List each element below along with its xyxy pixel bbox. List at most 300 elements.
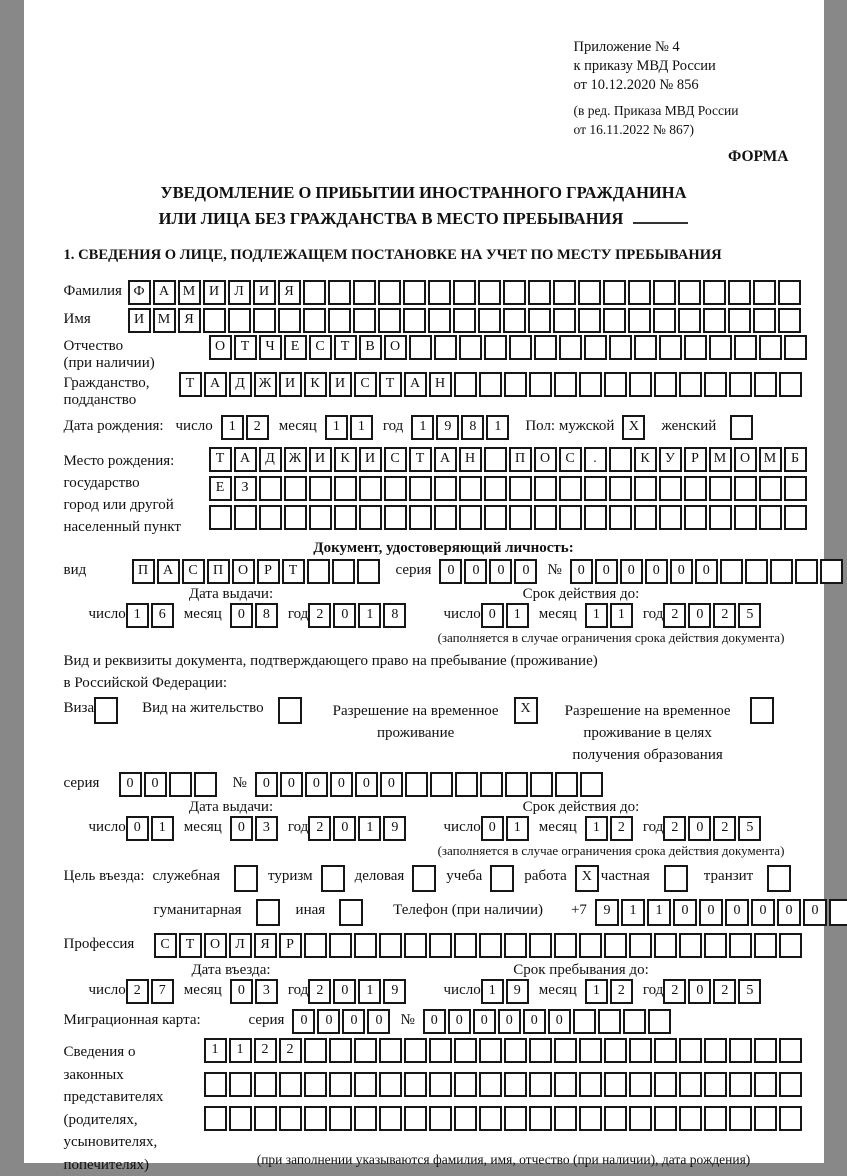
form-cell — [629, 1072, 652, 1097]
form-cell: Я — [254, 933, 277, 958]
doc-kind-label: вид — [63, 562, 87, 578]
form-cell: 0 — [548, 1009, 571, 1034]
form-cell — [604, 1038, 627, 1063]
form-cell — [534, 335, 557, 360]
form-cell — [779, 1072, 802, 1097]
form-cell: 0 — [119, 772, 142, 797]
form-cell — [734, 476, 757, 501]
form-cell: П — [132, 559, 155, 584]
form-cell — [328, 280, 351, 305]
form-cell — [654, 1038, 677, 1063]
form-cell — [753, 308, 776, 333]
form-cell — [404, 1106, 427, 1131]
form-cell — [430, 772, 453, 797]
stay-issue-day-label: число — [88, 819, 126, 835]
visa-label: Виза — [63, 700, 95, 716]
form-cell — [254, 1072, 277, 1097]
form-cell — [554, 1038, 577, 1063]
form-cell: 0 — [498, 1009, 521, 1034]
form-cell: Н — [459, 447, 482, 472]
form-cell: 1 — [126, 603, 149, 628]
form-cell — [229, 1072, 252, 1097]
form-cell: И — [329, 372, 352, 397]
title-blank-line — [633, 208, 688, 224]
form-cell — [534, 505, 557, 530]
entry-year-cells — [308, 979, 408, 1004]
form-cell — [354, 1072, 377, 1097]
stay-until-day-cells — [481, 979, 531, 1004]
form-cell: 9 — [595, 899, 619, 926]
migration-card-row — [64, 1009, 824, 1034]
stay-doc-dates — [64, 799, 824, 859]
form-cell — [784, 476, 807, 501]
representatives-line2 — [204, 1072, 804, 1097]
stay-series-cells — [119, 772, 219, 797]
form-cell — [659, 335, 682, 360]
form-cell — [259, 505, 282, 530]
form-cell: А — [157, 559, 180, 584]
form-cell — [767, 865, 791, 892]
entry-date-heading: Дата въезда: — [191, 962, 271, 978]
form-cell: 2 — [308, 816, 331, 841]
form-cell: 0 — [317, 1009, 340, 1034]
form-cell: И — [279, 372, 302, 397]
form-cell — [354, 933, 377, 958]
form-cell — [228, 308, 251, 333]
form-cell: 0 — [230, 816, 253, 841]
form-page — [24, 0, 824, 1173]
form-cell — [503, 308, 526, 333]
form-cell — [678, 308, 701, 333]
form-cell — [490, 865, 514, 892]
form-cell: X — [575, 865, 599, 892]
form-cell — [194, 772, 217, 797]
form-cell — [405, 772, 428, 797]
representatives-row — [64, 1038, 824, 1176]
form-cell: 1 — [358, 979, 381, 1004]
form-cell: О — [384, 335, 407, 360]
form-title-line2: ИЛИ ЛИЦА БЕЗ ГРАЖДАНСТВА В МЕСТО ПРЕБЫВАНИЯ — [24, 206, 824, 232]
form-cell: 6 — [151, 603, 174, 628]
form-cell: 2 — [126, 979, 149, 1004]
form-cell: 0 — [464, 559, 487, 584]
form-cell — [609, 335, 632, 360]
form-cell: И — [253, 280, 276, 305]
doc-valid-month-cells — [585, 603, 635, 628]
form-cell — [504, 1106, 527, 1131]
form-cell: 2 — [663, 979, 686, 1004]
form-cell — [654, 1072, 677, 1097]
stay-valid-note: (заполняется в случае ограничения срока действия документа) — [437, 843, 785, 858]
representatives-label: Сведения о законных представителях (родителях, усыновителях, попечителях) — [63, 1044, 164, 1173]
form-cell: 1 — [151, 816, 174, 841]
stay-valid-month-label: месяц — [538, 819, 577, 835]
form-cell — [829, 899, 847, 926]
form-cell — [604, 372, 627, 397]
form-cell: 1 — [221, 415, 244, 440]
form-cell: 2 — [254, 1038, 277, 1063]
form-cell: 0 — [523, 1009, 546, 1034]
form-cell: К — [634, 447, 657, 472]
form-cell: 0 — [367, 1009, 390, 1034]
form-cell — [629, 1106, 652, 1131]
form-cell — [579, 372, 602, 397]
form-cell — [529, 933, 552, 958]
form-cell — [679, 1072, 702, 1097]
form-cell — [454, 933, 477, 958]
form-cell — [453, 280, 476, 305]
form-cell — [354, 1038, 377, 1063]
form-cell — [455, 772, 478, 797]
form-cell: Р — [684, 447, 707, 472]
form-cell — [309, 505, 332, 530]
form-cell — [332, 559, 355, 584]
stay-issue-month-label: месяц — [183, 819, 222, 835]
form-cell: Т — [179, 372, 202, 397]
form-cell: О — [534, 447, 557, 472]
form-cell: 8 — [255, 603, 278, 628]
stay-number-label: № — [232, 775, 247, 791]
form-cell: Т — [334, 335, 357, 360]
form-cell — [504, 933, 527, 958]
purpose-business-checkbox — [234, 865, 260, 892]
form-cell — [573, 1009, 596, 1034]
purpose-other-label: иная — [295, 902, 326, 918]
birth-place-label: Место рождения: государство город или другой населенный пункт — [63, 453, 181, 535]
form-cell — [579, 1072, 602, 1097]
doc-issue-month-cells — [230, 603, 280, 628]
form-cell: 2 — [663, 603, 686, 628]
form-cell — [434, 505, 457, 530]
form-cell — [654, 933, 677, 958]
form-cell — [484, 476, 507, 501]
form-cell: Р — [279, 933, 302, 958]
form-cell: 1 — [325, 415, 348, 440]
entry-month-cells — [230, 979, 280, 1004]
form-cell — [379, 1038, 402, 1063]
form-cell — [820, 559, 843, 584]
doc-kind-cells — [132, 559, 382, 584]
form-cell: 0 — [342, 1009, 365, 1034]
form-cell — [278, 697, 302, 724]
form-cell — [328, 308, 351, 333]
entry-day-label: число — [88, 982, 126, 998]
form-cell: 0 — [448, 1009, 471, 1034]
form-cell — [404, 1072, 427, 1097]
purpose-label: Цель въезда: — [63, 868, 145, 884]
form-cell: 1 — [486, 415, 509, 440]
form-cell: 2 — [246, 415, 269, 440]
doc-valid-day-label: число — [443, 606, 481, 622]
form-cell — [554, 1106, 577, 1131]
stay-issue-day-cells — [126, 816, 176, 841]
form-cell: 0 — [725, 899, 749, 926]
form-cell: 0 — [280, 772, 303, 797]
form-cell — [229, 1106, 252, 1131]
citizenship-label: Гражданство, подданство — [63, 375, 150, 408]
form-cell: Т — [234, 335, 257, 360]
form-cell: М — [178, 280, 201, 305]
form-cell: 1 — [350, 415, 373, 440]
stay-series-label: серия — [63, 775, 100, 791]
name-label: Имя — [63, 311, 91, 327]
form-cell — [478, 280, 501, 305]
sex-female-label: женский — [661, 418, 717, 434]
form-cell — [659, 505, 682, 530]
form-cell: С — [182, 559, 205, 584]
form-cell: 0 — [305, 772, 328, 797]
form-cell: И — [128, 308, 151, 333]
form-cell — [454, 372, 477, 397]
form-cell — [454, 1106, 477, 1131]
form-cell — [484, 505, 507, 530]
form-cell — [379, 1072, 402, 1097]
phone-cells — [595, 899, 847, 926]
form-cell: Н — [429, 372, 452, 397]
form-cell — [403, 308, 426, 333]
form-cell — [684, 335, 707, 360]
form-cell — [770, 559, 793, 584]
temp-residence-checkbox — [514, 697, 540, 724]
form-cell: К — [304, 372, 327, 397]
form-cell — [778, 308, 801, 333]
form-cell — [754, 933, 777, 958]
form-title — [24, 180, 824, 232]
form-cell: С — [154, 933, 177, 958]
form-cell: 7 — [151, 979, 174, 1004]
form-cell: М — [709, 447, 732, 472]
stay-doc-type-row — [64, 697, 824, 766]
representatives-note: (при заполнении указываются фамилия, имя, отчество (при наличии), дата рождения) — [256, 1152, 751, 1167]
form-cell — [579, 1106, 602, 1131]
form-cell: Б — [784, 447, 807, 472]
stay-until-year-cells — [663, 979, 763, 1004]
form-cell — [384, 476, 407, 501]
purpose-tourism-checkbox — [321, 865, 347, 892]
doc-valid-day-cells — [481, 603, 531, 628]
form-cell — [634, 335, 657, 360]
doc-valid-note: (заполняется в случае ограничения срока действия документа) — [437, 630, 785, 645]
form-cell: 0 — [330, 772, 353, 797]
form-cell — [584, 335, 607, 360]
form-cell — [754, 372, 777, 397]
doc-issue-month-label: месяц — [183, 606, 222, 622]
form-cell — [654, 1106, 677, 1131]
stay-doc-series-row — [64, 772, 824, 797]
stay-until-year-label: год — [642, 982, 664, 998]
form-cell: Т — [179, 933, 202, 958]
form-cell: 0 — [688, 816, 711, 841]
form-cell — [604, 1106, 627, 1131]
stay-issue-year-cells — [308, 816, 408, 841]
purpose-row2 — [64, 899, 824, 926]
form-cell — [584, 505, 607, 530]
form-cell — [529, 372, 552, 397]
form-cell: 0 — [230, 979, 253, 1004]
form-cell — [353, 308, 376, 333]
stay-issue-month-cells — [230, 816, 280, 841]
form-cell — [779, 1106, 802, 1131]
stay-valid-heading: Срок действия до: — [522, 799, 640, 815]
form-cell — [304, 1106, 327, 1131]
form-cell — [329, 933, 352, 958]
form-cell: . — [584, 447, 607, 472]
stay-until-month-label: месяц — [538, 982, 577, 998]
form-cell — [754, 1106, 777, 1131]
form-cell — [709, 476, 732, 501]
form-cell: Т — [409, 447, 432, 472]
form-cell: 0 — [670, 559, 693, 584]
purpose-transit-checkbox — [767, 865, 793, 892]
phone-prefix: +7 — [570, 902, 587, 918]
form-cell — [480, 772, 503, 797]
form-cell — [704, 1038, 727, 1063]
form-cell — [653, 280, 676, 305]
form-cell — [428, 280, 451, 305]
form-cell — [529, 1072, 552, 1097]
form-cell — [729, 1038, 752, 1063]
form-cell: 0 — [126, 816, 149, 841]
form-cell — [734, 335, 757, 360]
form-cell — [284, 505, 307, 530]
form-cell — [634, 505, 657, 530]
form-cell: 0 — [230, 603, 253, 628]
doc-issue-heading: Дата выдачи: — [188, 586, 274, 602]
sex-male-checkbox — [622, 415, 647, 440]
form-cell: 9 — [436, 415, 459, 440]
form-cell: 1 — [585, 979, 608, 1004]
mc-number-cells — [423, 1009, 673, 1034]
purpose-option-label: транзит — [703, 868, 754, 884]
form-cell: 1 — [621, 899, 645, 926]
form-cell — [279, 1106, 302, 1131]
form-cell: А — [204, 372, 227, 397]
profession-row — [64, 933, 824, 958]
form-cell: 2 — [610, 979, 633, 1004]
form-cell: Т — [209, 447, 232, 472]
stay-doc-intro1: Вид и реквизиты документа, подтверждающего право на пребывание (проживание) — [63, 653, 598, 669]
form-cell — [678, 280, 701, 305]
form-cell: У — [659, 447, 682, 472]
form-cell — [664, 865, 688, 892]
form-cell: 0 — [688, 603, 711, 628]
visa-checkbox — [94, 697, 120, 724]
form-cell — [554, 372, 577, 397]
form-cell — [284, 476, 307, 501]
form-cell — [459, 335, 482, 360]
form-cell: О — [232, 559, 255, 584]
doc-issue-row — [64, 603, 399, 628]
section1-heading: 1. СВЕДЕНИЯ О ЛИЦЕ, ПОДЛЕЖАЩЕМ ПОСТАНОВКЕ НА УЧЕТ ПО МЕСТУ ПРЕБЫВАНИЯ — [63, 247, 722, 263]
form-cell — [253, 308, 276, 333]
form-cell — [429, 1072, 452, 1097]
form-cell — [359, 505, 382, 530]
form-cell — [734, 505, 757, 530]
form-cell — [307, 559, 330, 584]
form-cell: 0 — [803, 899, 827, 926]
surname-row — [64, 280, 824, 305]
form-cell: Л — [229, 933, 252, 958]
form-cell — [303, 308, 326, 333]
sex-label: Пол: мужской — [525, 418, 615, 434]
form-cell — [479, 1072, 502, 1097]
form-cell — [528, 280, 551, 305]
purpose-option-label: частная — [600, 868, 650, 884]
form-cell — [729, 372, 752, 397]
form-cell: И — [309, 447, 332, 472]
form-cell — [234, 505, 257, 530]
form-cell — [329, 1072, 352, 1097]
form-cell — [679, 1038, 702, 1063]
form-cell — [709, 335, 732, 360]
form-title-line1: УВЕДОМЛЕНИЕ О ПРИБЫТИИ ИНОСТРАННОГО ГРАЖДАНИНА — [160, 183, 687, 202]
form-cell: 0 — [481, 603, 504, 628]
form-cell — [629, 372, 652, 397]
form-cell: Р — [257, 559, 280, 584]
purpose-commercial-checkbox — [412, 865, 438, 892]
entry-day-cells — [126, 979, 176, 1004]
form-cell: 1 — [610, 603, 633, 628]
stay-valid-year-label: год — [642, 819, 664, 835]
form-cell — [779, 372, 802, 397]
form-cell — [279, 1072, 302, 1097]
form-cell: 0 — [333, 816, 356, 841]
form-cell — [529, 1106, 552, 1131]
form-cell: П — [207, 559, 230, 584]
form-cell: 2 — [610, 816, 633, 841]
name-row — [64, 308, 824, 333]
form-cell: 0 — [333, 603, 356, 628]
surname-label: Фамилия — [63, 283, 122, 299]
form-cell: 0 — [481, 816, 504, 841]
birth-place-row — [64, 447, 824, 538]
doc-valid-month-label: месяц — [538, 606, 577, 622]
form-cell: 9 — [383, 979, 406, 1004]
form-cell: 1 — [647, 899, 671, 926]
form-cell: 1 — [506, 603, 529, 628]
form-cell: 1 — [358, 816, 381, 841]
form-cell: С — [354, 372, 377, 397]
form-cell: П — [509, 447, 532, 472]
form-cell — [429, 933, 452, 958]
form-cell: 0 — [751, 899, 775, 926]
form-cell: 2 — [308, 603, 331, 628]
form-cell — [528, 308, 551, 333]
form-cell — [553, 280, 576, 305]
purpose-study-checkbox — [490, 865, 516, 892]
form-cell — [634, 476, 657, 501]
name-cells — [128, 308, 803, 333]
form-cell: К — [334, 447, 357, 472]
form-cell — [504, 1072, 527, 1097]
form-cell — [603, 280, 626, 305]
form-cell — [578, 280, 601, 305]
form-cell — [709, 505, 732, 530]
purpose-private-checkbox — [664, 865, 690, 892]
form-cell: Т — [379, 372, 402, 397]
stay-doc-intro2: в Российской Федерации: — [63, 675, 228, 691]
form-cell: 2 — [713, 979, 736, 1004]
form-cell: И — [203, 280, 226, 305]
form-cell: 5 — [738, 816, 761, 841]
purpose-humanitarian-label: гуманитарная — [153, 902, 242, 918]
form-cell — [321, 865, 345, 892]
form-cell — [203, 308, 226, 333]
form-cell: И — [359, 447, 382, 472]
form-cell — [259, 476, 282, 501]
form-cell — [479, 1106, 502, 1131]
form-cell: 2 — [663, 816, 686, 841]
